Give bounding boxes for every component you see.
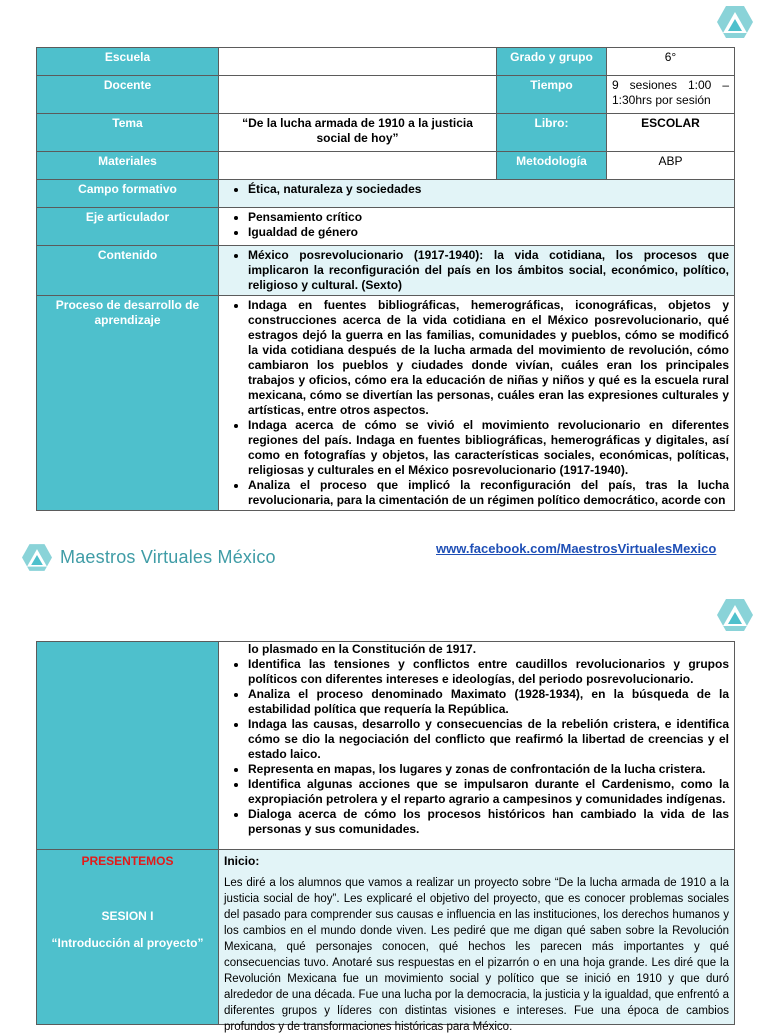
docente-value (219, 76, 497, 114)
materiales-label: Materiales (37, 152, 219, 180)
escuela-value (219, 48, 497, 76)
presentemos-label: PRESENTEMOS (81, 854, 174, 868)
grado-label: Grado y grupo (497, 48, 607, 76)
proceso-value-continued (219, 642, 735, 850)
lesson-plan-table-continued (36, 641, 735, 1033)
inicio-label: Inicio: (224, 854, 260, 868)
tema-value: “De la lucha armada de 1910 a la justicia social de hoy” (219, 114, 497, 152)
list-item: • Ética, naturaleza y sociedades (248, 182, 729, 197)
session-content-cell (219, 850, 735, 1033)
list-item: • México posrevolucionario (1917-1940): la vida cotidiana, los procesos que implicaron la reconfiguración del país en los ámbitos social, económico, político, religioso y cultural. (Sexto) (248, 248, 729, 293)
list-item: • Pensamiento crítico (248, 210, 729, 225)
list-item: • Representa en mapas, los lugares y zonas de confrontación de la lucha cristera. (248, 762, 729, 777)
session-label-cell (37, 850, 219, 1025)
libro-label: Libro: (497, 114, 607, 152)
tiempo-label: Tiempo (497, 76, 607, 114)
sesion-label: SESION I (101, 909, 154, 923)
list-item: • Identifica algunas acciones que se impulsaron durante el Cardenismo, como la expropiación petrolera y el reparto agrario a campesinos y comunidades indígenas. (248, 777, 729, 807)
list-item: • Identifica las tensiones y conflictos entre caudillos revolucionarios y grupos políticos con diferentes intereses e ideologías, del periodo posrevolucionario. (248, 657, 729, 687)
maestros-virtuales-logo-icon (717, 6, 753, 38)
continued-line: lo plasmado en la Constitución de 1917. (248, 642, 477, 656)
eje-label: Eje articulador (37, 208, 219, 246)
contenido-value (219, 246, 735, 296)
grado-value: 6° (607, 48, 735, 76)
list-item: • Indaga acerca de cómo se vivió el movimiento revolucionario en diferentes regiones del país. Indaga en fuentes bibliográficas, hemerográficas y digitales, así como en fotografías y objetos, las características sociales, económicas, políticas, religiosas y culturales en el México posrevolucionario (1917-1940). (248, 418, 729, 478)
proceso-value (219, 296, 735, 511)
list-item: • Indaga en fuentes bibliográficas, hemerográficas, iconográficas, objetos y construcciones acerca de la vida cotidiana en el México posrevolucionario, qué estragos dejó la guerra en las familias, comunidades y pueblos, cómo se modificó la vida cotidiana después de la lucha armada del movimiento de revolución, cómo cambiaron los pueblos y ciudades donde vivían, cuáles eran los principales trabajos y oficios, cómo era la educación de niñas y niños y qué es la escuela rural mexicana, cómo se divertían las personas, cuáles eran las expresiones culturales y artísticas, entre otros aspectos. (248, 298, 729, 418)
tiempo-value: 9 sesiones 1:00 – 1:30hrs por sesión (607, 76, 735, 114)
contenido-label: Contenido (37, 246, 219, 296)
proceso-label: Proceso de desarrollo de aprendizaje (37, 296, 219, 511)
proceso-label-continued (37, 642, 219, 850)
list-item: • Igualdad de género (248, 225, 729, 240)
list-item: • Analiza el proceso denominado Maximato (1928-1934), en la búsqueda de la estabilidad política que requería la República. (248, 687, 729, 717)
lesson-plan-table (36, 47, 735, 511)
facebook-link[interactable]: www.facebook.com/MaestrosVirtualesMexico (436, 541, 717, 556)
maestros-virtuales-logo-icon (717, 599, 753, 631)
sesion-title: “Introducción al proyecto” (51, 936, 204, 950)
eje-value (219, 208, 735, 246)
docente-label: Docente (37, 76, 219, 114)
libro-value: ESCOLAR (607, 114, 735, 152)
tema-label: Tema (37, 114, 219, 152)
metodologia-label: Metodología (497, 152, 607, 180)
brand-name: Maestros Virtuales México (60, 547, 276, 567)
list-item: • Analiza el proceso que implicó la reconfiguración del país, tras la lucha revolucionaria, para la cimentación de un régimen político democrático, acorde con (248, 478, 729, 508)
campo-value (219, 180, 735, 208)
escuela-label: Escuela (37, 48, 219, 76)
campo-label: Campo formativo (37, 180, 219, 208)
list-item: • Dialoga acerca de cómo los procesos históricos han cambiado la vida de las personas y sus comunidades. (248, 807, 729, 837)
metodologia-value: ABP (607, 152, 735, 180)
maestros-virtuales-logo-icon (22, 544, 52, 571)
inicio-text: Les diré a los alumnos que vamos a realizar un proyecto sobre “De la lucha armada de 1910 a la justicia social de hoy”. Les explicaré el objetivo del proyecto, que es conocer problemas sociales del pasado para comprender sus causas e influencia en las instituciones, los derechos humanos y los cambios en el mundo donde viven. Les pediré que me digan qué saben sobre la Revolución Mexicana, qué personajes conocen, qué hechos les parecen más importantes y qué consecuencias tuvo. Anotaré sus respuestas en el pizarrón o en una hoja grande. Les diré que la Revolución Mexicana fue un movimiento social y político que se inició en 1910 y que duró alrededor de una década. Fue una lucha por la democracia, la justicia y la igualdad, que enfrentó a diferentes grupos y líderes con distintas visiones e intereses. Fue una época de cambios profundos y de transformaciones históricas para México. (224, 877, 729, 1033)
materiales-value (219, 152, 497, 180)
list-item: • Indaga las causas, desarrollo y consecuencias de la rebelión cristera, e identifica cómo se dio la negociación del conflicto que reafirmó la libertad de creencias y el estado laico. (248, 717, 729, 762)
footer-brand (22, 544, 276, 571)
